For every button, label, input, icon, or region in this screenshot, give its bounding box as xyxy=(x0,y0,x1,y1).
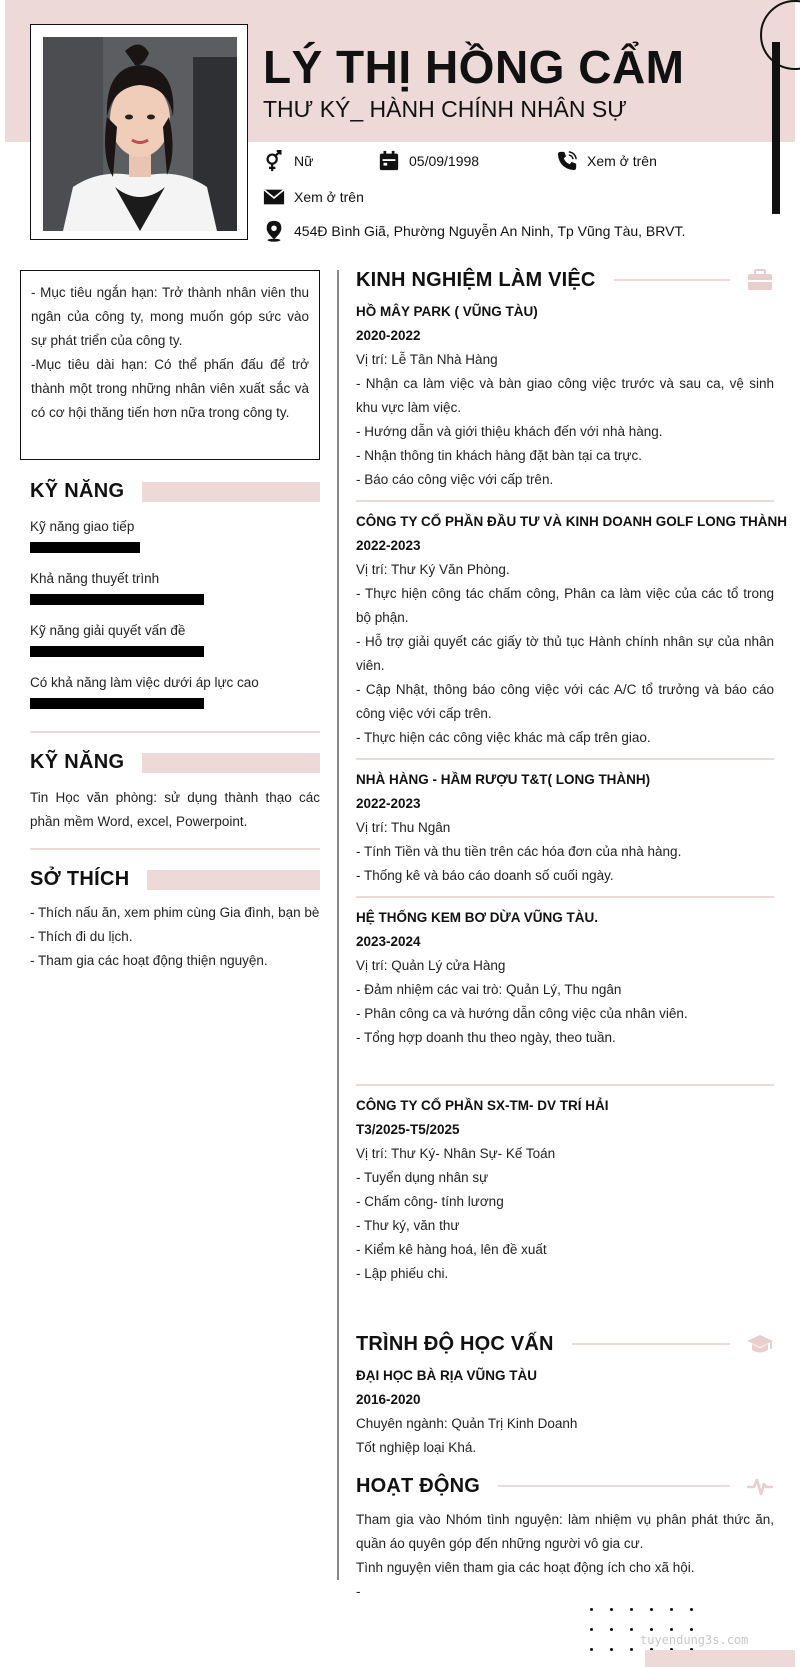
job-divider xyxy=(356,1084,774,1086)
address-value: 454Đ Bình Giã, Phường Nguyễn An Ninh, Tp Vũng Tàu, BRVT. xyxy=(294,223,686,239)
job-entry xyxy=(356,768,774,888)
skill-name: Có khả năng làm việc dưới áp lực cao xyxy=(30,675,259,690)
skills2-section-title: KỸ NĂNG xyxy=(30,751,320,774)
job-period: 2022-2023 xyxy=(356,796,421,811)
activities-list xyxy=(356,1508,774,1604)
education-period: 2016-2020 xyxy=(356,1392,421,1407)
watermark-text: tuyendung3s.com xyxy=(640,1633,749,1647)
job-detail: - Kiểm kê hàng hoá, lên đề xuất xyxy=(356,1242,547,1257)
long-term-objective: -Mục tiêu dài hạn: Có thể phấn đấu để trở thành một trong những nhân viên xuất sắc và có cơ hội thăng tiến hơn nữa trong công ty. xyxy=(31,357,309,420)
calendar-icon xyxy=(378,150,400,172)
skill-level-bar xyxy=(30,646,204,657)
job-period: 2023-2024 xyxy=(356,934,421,949)
company-name: HỆ THỐNG KEM BƠ DỪA VŨNG TÀU. xyxy=(356,910,598,925)
pink-corner-decoration xyxy=(645,1650,795,1667)
gender-info xyxy=(263,150,313,172)
job-detail: Vị trí: Lễ Tân Nhà Hàng xyxy=(356,352,498,367)
company-name: CÔNG TY CỔ PHẦN SX-TM- DV TRÍ HẢI xyxy=(356,1098,609,1113)
job-detail: - Thực hiện các công việc khác mà cấp trên giao. xyxy=(356,730,651,745)
job-entry xyxy=(356,510,787,750)
job-detail: - Tính Tiền và thu tiền trên các hóa đơn của nhà hàng. xyxy=(356,844,682,859)
phone-info xyxy=(556,150,657,172)
job-detail: - Đảm nhiệm các vai trò: Quản Lý, Thu ngân xyxy=(356,982,622,997)
education-detail: Tốt nghiệp loại Khá. xyxy=(356,1440,477,1455)
candidate-name: LÝ THỊ HỒNG CẨM xyxy=(263,41,685,93)
email-value: Xem ở trên xyxy=(294,189,364,205)
skill-level-bar xyxy=(30,698,204,709)
profile-photo xyxy=(43,37,237,231)
graduation-cap-icon xyxy=(746,1332,774,1356)
activity-item: Tham gia vào Nhóm tình nguyện: làm nhiệm vụ phân phát thức ăn, quần áo quyên góp đến những người vô gia cư. xyxy=(356,1512,774,1551)
gender-icon xyxy=(263,150,285,172)
skill-name: Kỹ năng giải quyết vấn đề xyxy=(30,623,186,638)
skill-level-bar xyxy=(30,594,204,605)
profile-photo-frame xyxy=(30,24,248,240)
skills-section-title: KỸ NĂNG xyxy=(30,480,320,503)
activity-item: - xyxy=(356,1584,361,1599)
hobby-item: - Thích nấu ăn, xem phim cùng Gia đình, bạn bè xyxy=(30,905,320,920)
education-section-title: TRÌNH ĐỘ HỌC VẤN xyxy=(356,1332,774,1356)
company-name: HỒ MÂY PARK ( VŨNG TÀU) xyxy=(356,304,538,319)
school-name: ĐẠI HỌC BÀ RỊA VŨNG TÀU xyxy=(356,1368,537,1383)
job-detail: - Thực hiện công tác chấm công, Phân ca làm việc của các tổ trong bộ phận. xyxy=(356,586,774,625)
right-column xyxy=(356,268,787,1604)
job-detail: - Lập phiếu chi. xyxy=(356,1266,449,1281)
job-divider xyxy=(356,758,774,760)
section-divider xyxy=(30,848,320,850)
skill-item xyxy=(30,623,320,657)
job-detail: - Báo cáo công việc với cấp trên. xyxy=(356,472,554,487)
career-objective-box xyxy=(20,270,320,460)
job-detail: - Chấm công- tính lương xyxy=(356,1194,504,1209)
briefcase-icon xyxy=(746,268,774,292)
job-detail: Vị trí: Thư Ký- Nhân Sự- Kế Toán xyxy=(356,1146,556,1161)
education-entry xyxy=(356,1364,774,1460)
pulse-icon xyxy=(746,1474,774,1498)
skill-item xyxy=(30,675,320,709)
job-detail: - Phân công ca và hướng dẫn công việc của nhân viên. xyxy=(356,1006,688,1021)
gender-value: Nữ xyxy=(294,153,314,169)
job-detail: - Cập Nhật, thông báo công việc với các A/C tổ trưởng và báo cáo công việc với cấp trên. xyxy=(356,682,774,721)
phone-value: Xem ở trên xyxy=(587,153,657,169)
job-detail: - Nhận ca làm việc và bàn giao công việc trước và sau ca, vệ sinh khu vực làm việc. xyxy=(356,376,774,415)
job-entry xyxy=(356,1094,774,1286)
job-divider xyxy=(356,500,774,502)
job-detail: - Thư ký, văn thư xyxy=(356,1218,460,1233)
activity-item: Tình nguyện viên tham gia các hoạt động ích cho xã hội. xyxy=(356,1560,695,1575)
hobbies-section-title: SỞ THÍCH xyxy=(30,868,320,891)
job-period: 2022-2023 xyxy=(356,538,421,553)
left-column xyxy=(30,480,320,973)
hobby-item: - Tham gia các hoạt động thiện nguyện. xyxy=(30,953,268,968)
skill-item xyxy=(30,571,320,605)
job-detail: - Nhận thông tin khách hàng đặt bàn tại ca trực. xyxy=(356,448,642,463)
activities-section-title: HOẠT ĐỘNG xyxy=(356,1474,774,1498)
envelope-icon xyxy=(263,186,285,208)
skill-name: Khả năng thuyết trình xyxy=(30,571,160,586)
location-pin-icon xyxy=(263,220,285,242)
skill-name: Kỹ năng giao tiếp xyxy=(30,519,135,534)
hobby-item: - Thích đi du lịch. xyxy=(30,929,133,944)
company-name: CÔNG TY CỔ PHẦN ĐẦU TƯ VÀ KINH DOANH GOLF LONG THÀNH xyxy=(356,514,787,529)
job-detail: - Hỗ trợ giải quyết các giấy tờ thủ tục Hành chính nhân sự của nhân viên. xyxy=(356,634,774,673)
email-info xyxy=(263,186,364,208)
job-detail: Vị trí: Thu Ngân xyxy=(356,820,451,835)
job-detail: Vị trí: Thư Ký Văn Phòng. xyxy=(356,562,510,577)
birthday-value: 05/09/1998 xyxy=(409,153,480,169)
job-detail: - Tổng hợp doanh thu theo ngày, theo tuần. xyxy=(356,1030,616,1045)
hobbies-list xyxy=(30,901,320,973)
corner-bar-decoration xyxy=(772,42,780,214)
job-period: 2020-2022 xyxy=(356,328,421,343)
job-detail: - Thống kê và báo cáo doanh số cuối ngày. xyxy=(356,868,614,883)
birthday-info xyxy=(378,150,479,172)
skill-level-bar xyxy=(30,542,140,553)
candidate-job-title: THƯ KÝ_ HÀNH CHÍNH NHÂN SỰ xyxy=(263,96,627,122)
office-skills-text: Tin Học văn phòng: sử dụng thành thạo các phần mềm Word, excel, Powerpoint. xyxy=(30,790,320,829)
job-detail: Vị trí: Quản Lý cửa Hàng xyxy=(356,958,506,973)
skill-item xyxy=(30,519,320,553)
address-info xyxy=(263,220,685,242)
short-term-objective: - Mục tiêu ngắn hạn: Trở thành nhân viên thu ngân của công ty, mong muốn góp sức vào sự phát triển của công ty. xyxy=(31,285,309,348)
job-detail: - Tuyển dụng nhân sự xyxy=(356,1170,489,1185)
section-divider xyxy=(30,731,320,733)
company-name: NHÀ HÀNG - HẦM RƯỢU T&T( LONG THÀNH) xyxy=(356,772,651,787)
experience-section-title: KINH NGHIỆM LÀM VIỆC xyxy=(356,268,774,292)
column-divider xyxy=(337,270,339,1580)
job-divider xyxy=(356,896,774,898)
job-entry xyxy=(356,906,774,1050)
education-detail: Chuyên ngành: Quản Trị Kinh Doanh xyxy=(356,1416,578,1431)
phone-icon xyxy=(556,150,578,172)
job-detail: - Hướng dẫn và giới thiệu khách đến với nhà hàng. xyxy=(356,424,663,439)
job-entry xyxy=(356,300,774,492)
job-period: T3/2025-T5/2025 xyxy=(356,1122,460,1137)
